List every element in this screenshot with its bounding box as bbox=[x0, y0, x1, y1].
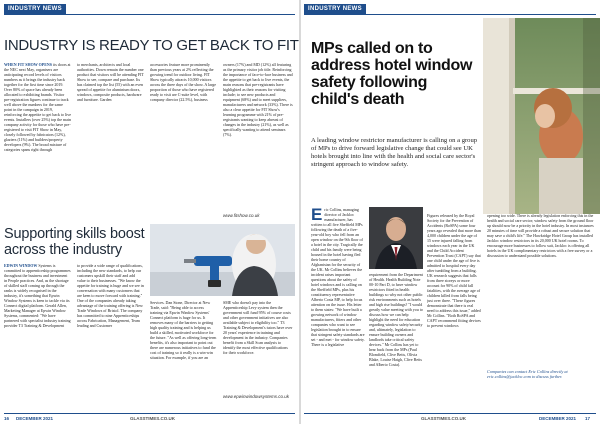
headline: MPs called on to address hotel window safety following child's death bbox=[311, 40, 473, 108]
article2-column-2 bbox=[77, 263, 144, 405]
site-url: GLASSTIMES.CO.UK bbox=[421, 416, 467, 421]
body-text-4: opening too wide. There is already legislation enforcing this in the health and social care sector; window safety from the ground floor up should now be a priority in the hotel industry. In most instances 20 minutes of time will provide a robust and secure solution that may save a child's life." The Hawkridge Hotel Group has installed Jackloc window restrictors in its 20,000 UK hotel rooms. To encourage more businesses to follow suit, Jackloc is offering all hotels in the UK complimentary restrictors with a free survey or a discussion to understand possible solutions. bbox=[487, 213, 594, 258]
article2-body-2: to provide a wide range of qualifications, including the new standards, to help our customers upskill their staff and add value to their businesses. "We know the appetite for training is huge and we see in conversation with many customers that are keen to move forward with training." One of the companies already taking advantage of the training offering is New Trade Windows of Bristol. The company has committed to nine Apprenticeships across Fabrication, Management, Team leading and Customer bbox=[77, 263, 144, 328]
engineer-drill-illustration bbox=[150, 224, 295, 296]
article2-body-4: SME who doesn't pay into the Apprenticeship Levy system then the government will fund 95% of course costs and other government initiatives are also available subject to eligibility too." T3 Training & Development's tutors have over 20 years' experience in training and development in the industry. Companies benefit from a Skill Scan analysis to identify the most effective qualifications for their workforce. bbox=[223, 300, 293, 355]
portrait-photo bbox=[369, 207, 423, 269]
issue-date: DECEMBER 2021 bbox=[16, 416, 54, 421]
article2-body-1: Systems is committed to apprenticeship programmes throughout the business and investment in People practices. And, as the shortage of skilled staff coming up through the ranks is widely recognised in the industry, it's something that Epwin Window Systems is keen to tackle via its Connect digital platform. Gerald Allen, Marketing Manager at Epwin Window Systems, commented: "We have partnered with specialist industry training provider T3 Training & Development bbox=[4, 263, 71, 328]
page-number: 17 bbox=[585, 416, 591, 421]
article2-headline: Supporting skills boost across the industry bbox=[4, 226, 145, 258]
article2-photo bbox=[150, 224, 295, 296]
article1-body-3: accessories feature more prominently than previous years at 2% reflecting the growing trend for outdoor living. FIT Show typically attracts 10,000 visitors across the three days of the show. A large proportion of those who have registered ready to visit are C-suite level, with company director (22.5%), business bbox=[150, 62, 216, 102]
child-window-photo bbox=[483, 18, 600, 214]
article1-column-2 bbox=[77, 62, 144, 226]
article2-column-4 bbox=[223, 300, 293, 392]
article1-headline: INDUSTRY IS READY TO GET BACK TO FIT bbox=[4, 37, 299, 54]
issue-date: DECEMBER 2021 bbox=[539, 416, 577, 421]
article1-column-3 bbox=[150, 62, 217, 226]
article2-column-3 bbox=[150, 300, 217, 405]
article1-body-2: to merchants, architects and local authorities. Down remain the number one product that visitors will be attending FIT Show to see, compare and purchase. Its has claimed top the list (55) with an even spread of appetite for aluminium doors, windows, composite products, hardware and furniture. Garden bbox=[77, 62, 144, 102]
body-column-3 bbox=[427, 213, 481, 405]
section-rule bbox=[304, 14, 596, 15]
page-number: 16 bbox=[4, 416, 10, 421]
body-text-3: Figures released by the Royal Society for the Prevention of Accidents (RoSPA) some four years ago revealed that more than 4,000 children under the age of 15 were injured falling from windows each year in the UK and the Child Accident Prevention Trust (CAPT) say that one child under the age of five is admitted to hospital every day after tumbling from a building. UK research suggests that falls from three storeys or more account for 90% of child fall fatalities, with the average age of children killed from falls being just over three. "These figures demonstrate that there is real need to address this issue," added Mr Collins. "Both RoSPA and CAPT recommend fitting devices to prevent windows bbox=[427, 213, 481, 328]
body-column-4 bbox=[487, 213, 595, 363]
body-text-1: ric Collins, managing director of Jackloc manufacturer, has written to all five Sheffield MPs following the death of a five-year-old boy who fell from an open window on the 9th floor of a hotel in the city. Tragically the child and his family were being housed in the hotel having fled their home country of Afghanistan for the security of the UK. Mr Collins believes the incident raises important questions about the safety of hotel windows and is calling on the Sheffield MPs, plus his constituency representative Alberto Costa MP, to help focus attention on the issue. His letter to them states: "We have built a growing network of window manufacturers, fitters and other companies who want to see legislation brought in to ensure that stringent safety standards are set - and met - for window safety. There is a legislative bbox=[311, 207, 365, 347]
section-tag: INDUSTRY NEWS bbox=[4, 4, 66, 14]
section-rule bbox=[4, 14, 295, 15]
article1-body-4: owners (17%) and MD (12%) all featuring as the primary visitor job title. Reinforcing the importance of face-to-face business and the appetite to get back to live events, the main reasons that pre-registrants have highlighted as their reasons for visiting include; to see new products and equipment (68%) and to meet suppliers, manufacturers and network (33%). There is also a clear appetite for FIT Show's learning programme with 21% of pre-registrants wanting to keep abreast of changes in the industry (21%), as well as specifically wanting to attend seminars (7%). bbox=[223, 62, 293, 137]
footer-rule bbox=[4, 413, 295, 414]
article1-column-1 bbox=[4, 62, 71, 226]
drop-cap: E bbox=[311, 207, 323, 224]
man-portrait-illustration bbox=[369, 207, 423, 269]
child-at-window-illustration bbox=[483, 18, 600, 214]
site-url: GLASSTIMES.CO.UK bbox=[130, 416, 176, 421]
contact-note[interactable]: Companies can contact Eric Collins directly at eric.collins@jackloc.com to discuss further. bbox=[487, 369, 568, 379]
body-column-2 bbox=[369, 272, 423, 405]
article1-lead-in: WHEN FIT SHOW OPENS bbox=[4, 62, 52, 67]
right-page bbox=[301, 0, 600, 424]
footer-rule bbox=[304, 413, 596, 414]
body-text-2: requirement from the Department of Health. Health Building Note 00-10 Part D, to have window restrictors fitted in health buildings so why not other public risk environments such as hotels and high rise buildings? "I would greatly value meeting with you to discuss how we can help highlight the need for education regarding window safety/security and, ultimately, legislation to ensure building owners and landlords take critical safety devices." Mr Collins has yet to hear back from the MPs (Paul Blomfield, Clive Betts, Olivia Blake, Louise Haigh, Clive Betts and Alberto Costa). bbox=[369, 272, 423, 367]
article1-web-link[interactable]: www.fitshow.co.uk bbox=[223, 213, 260, 218]
article2-lead-in: EDWIN WINDOW bbox=[4, 263, 38, 268]
article1-column-4 bbox=[223, 62, 293, 212]
article1-body-1: its doors at the NEC next May, organisers are anticipating record levels of visitors numbers as it brings the industry back together for the first time since 2019. Over 80% of space has already been allocated to exhibiting brands. Visitor pre-registration figures continue to track well above the numbers for the same point in the campaign in 2019, reinforcing the appetite to get back to live events. Installers (over 25%) top the main company activity for those who have pre-registered to visit FIT Show in May, closely followed by fabricators (12%), glaziers (11%) and builders/property developers (9%). The broad mixture of categories spans right through bbox=[4, 62, 71, 152]
standfirst: A leading window restrictor manufacturer is calling on a group of MPs to drive forward legislative change that could see UK hotels brought into line with the health and social care sector's stringent approach to window safety. bbox=[311, 137, 478, 168]
article2-column-1 bbox=[4, 263, 71, 405]
left-page bbox=[0, 0, 299, 424]
body-column-1 bbox=[311, 207, 365, 405]
article2-web-link[interactable]: www.epwinwindowsystems.co.uk bbox=[223, 394, 290, 399]
section-tag: INDUSTRY NEWS bbox=[304, 4, 366, 14]
article2-body-3: Services. Dan Stone, Director at New Trade, said: "Being able to access training via Epwin Window Systems' Connect platform is huge for us. It removes many of the barriers to getting high quality training and is helping us build a skilled, motivated workforce for the future. "As well as offering long-term benefits, it's also important to point out there are numerous initiatives to fund the cost of training so it really is a win-win situation. For example, if you are an bbox=[150, 300, 217, 360]
